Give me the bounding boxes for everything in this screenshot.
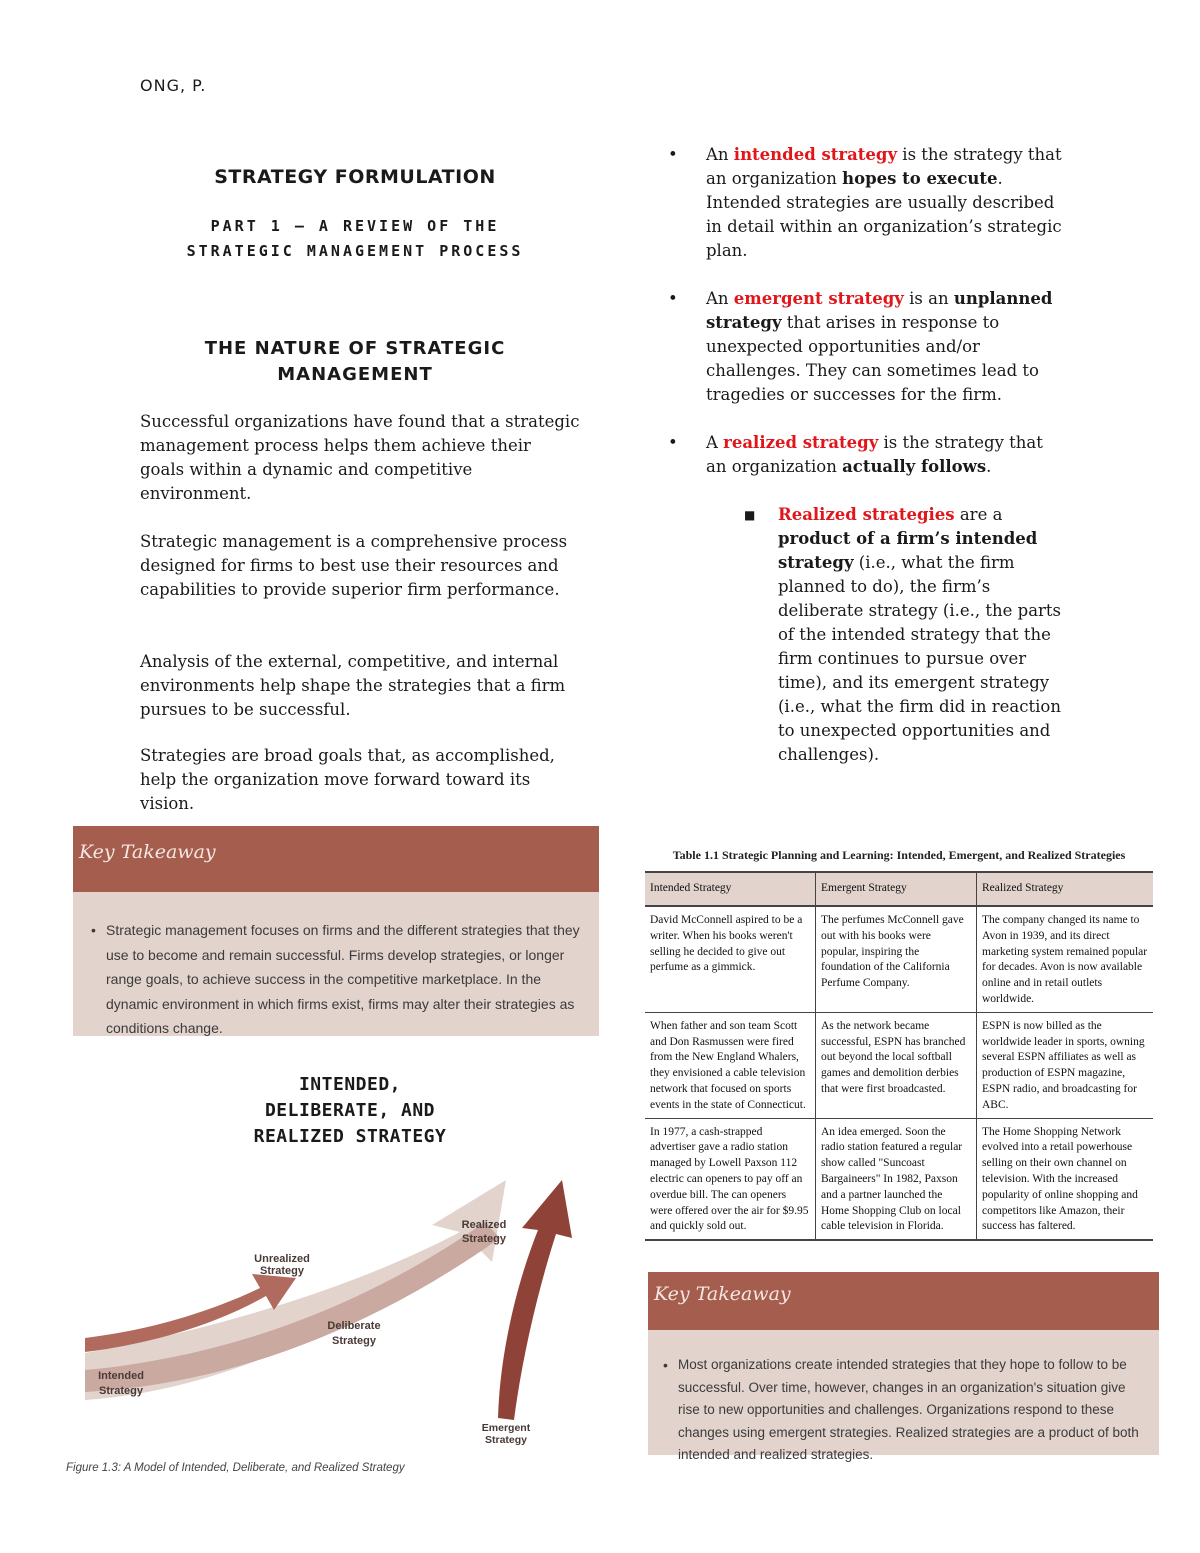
paragraph-strategies: Strategies are broad goals that, as accomplished, help the organization move forward toward its vision. — [140, 746, 555, 813]
table-cell: The company changed its name to Avon in 1939, and its direct marketing system remained popular for decades. Avon is now available online and in retail outlets worldwide. — [977, 906, 1154, 1012]
diagram-title-line3: REALIZED STRATEGY — [253, 1126, 447, 1147]
part-heading-line1: PART 1 – A REVIEW OF THE — [210, 217, 500, 235]
term-intended-strategy: intended strategy — [733, 145, 898, 164]
deliberate-label-line2: Strategy — [331, 1335, 377, 1347]
emergent-label-line1: Emergent — [481, 1422, 531, 1434]
diagram-title-line1: INTENDED, — [298, 1074, 402, 1095]
table-row — [645, 1012, 1153, 1118]
square-bullet-icon: ■ — [744, 508, 756, 522]
key-takeaway-text: Most organizations create intended strategies that they hope to follow to be successful. Over time, however, changes in an organization's situation give rise to new opportunities and challenges. Organizations respond to these changes using emergent strategies. Realized strategies are a product of both intended and realized strategies. — [678, 1357, 1139, 1462]
text-fragment: (i.e., what the firm planned to do), the firm’s deliberate strategy (i.e., the parts of the intended strategy that the firm continues to pursue over time), and its emergent strategy (i.e., what the firm did in reaction to unexpected opportunities and challenges). — [778, 553, 1062, 764]
text-fragment: A — [706, 433, 724, 452]
key-takeaway-heading: Key Takeaway — [73, 826, 599, 892]
bold-unplanned-strategy: unplanned strategy — [706, 289, 1053, 332]
part-heading — [140, 214, 570, 264]
table-row — [645, 906, 1153, 1012]
key-takeaway-heading: Key Takeaway — [648, 1272, 1159, 1330]
paragraph-successful-organizations: Successful organizations have found that a strategic management process helps them achieve their goals within a dynamic and competitive environment. — [140, 412, 580, 503]
list-item-realized — [668, 431, 1068, 479]
text-fragment: is an — [903, 289, 954, 308]
section-heading-line1: THE NATURE OF STRATEGIC — [204, 338, 506, 359]
bullet-icon: • — [668, 145, 678, 164]
text-fragment: An — [706, 145, 734, 164]
unrealized-label-line1: Unrealized — [254, 1253, 310, 1265]
list-item-intended — [668, 143, 1068, 263]
key-takeaway-box-1 — [73, 826, 599, 1036]
table-row — [645, 1118, 1153, 1240]
strategies-table — [645, 871, 1153, 1241]
key-takeaway-body — [73, 892, 599, 1041]
table-cell: In 1977, a cash-strapped advertiser gave a radio station managed by Lowell Paxson 112 electric can openers to pay off an overdue bill. The can openers were offered over the air for $9.95 and quickly sold out. — [645, 1118, 816, 1240]
diagram-title — [160, 1072, 540, 1150]
sub-list-item-realized-strategies — [668, 503, 1068, 767]
text-fragment: . — [986, 457, 992, 476]
bullet-icon: • — [91, 922, 96, 938]
unrealized-label-line2: Strategy — [259, 1265, 305, 1277]
paragraph-analysis: Analysis of the external, competitive, and internal environments help shape the strategies that a firm pursues to be successful. — [140, 652, 566, 719]
table-cell: When father and son team Scott and Don Rasmussen were fired from the New England Whalers, they envisioned a cable television network that focused on sports events in the state of Connecticut. — [645, 1012, 816, 1118]
table-cell: The perfumes McConnell gave out with his books were popular, inspiring the foundation of the California Perfume Company. — [816, 906, 977, 1012]
realized-label-line2: Strategy — [461, 1233, 507, 1245]
column-header-realized: Realized Strategy — [977, 872, 1154, 906]
emergent-strategy-arrow — [498, 1180, 572, 1420]
list-item-emergent — [668, 287, 1068, 407]
bullet-icon: • — [668, 289, 678, 308]
realized-label-line1: Realized — [461, 1219, 507, 1231]
deliberate-label-line1: Deliberate — [327, 1320, 381, 1332]
bold-actually-follows: actually follows — [842, 457, 987, 476]
table-cell: An idea emerged. Soon the radio station featured a regular show called "Suncoast Bargaineers" In 1982, Paxson and a partner launched the Home Shopping Club on local cable television in Florida. — [816, 1118, 977, 1240]
term-realized-strategy: realized strategy — [723, 433, 879, 452]
paragraph-strategic-management: Strategic management is a comprehensive process designed for firms to best use their resources and capabilities to provide superior firm performance. — [140, 532, 568, 599]
text-fragment: . Intended strategies are usually described in detail within an organization’s strategic plan. — [706, 169, 1062, 260]
text-fragment: are a — [954, 505, 1003, 524]
key-takeaway-body — [648, 1330, 1159, 1467]
table-cell: ESPN is now billed as the worldwide leader in sports, owning several ESPN affiliates as well as production of ESPN magazine, ESPN radio, and broadcasting for ABC. — [977, 1012, 1154, 1118]
text-fragment: An — [706, 289, 734, 308]
table-cell: As the network became successful, ESPN has branched out beyond the local softball games and demolition derbies that were first broadcasted. — [816, 1012, 977, 1118]
key-takeaway-box-2 — [648, 1272, 1159, 1462]
strategy-definitions-list — [668, 143, 1068, 767]
column-header-emergent: Emergent Strategy — [816, 872, 977, 906]
part-heading-line2: STRATEGIC MANAGEMENT PROCESS — [186, 242, 524, 260]
term-realized-strategies: Realized strategies — [778, 505, 955, 524]
text-fragment: that arises in response to unexpected opportunities and/or challenges. They can sometimes lead to tragedies or successes for the firm. — [706, 313, 1039, 404]
section-heading-line2: MANAGEMENT — [277, 364, 433, 385]
table-cell: David McConnell aspired to be a writer. When his books weren't selling he decided to give out perfume as a gimmick. — [645, 906, 816, 1012]
term-emergent-strategy: emergent strategy — [733, 289, 904, 308]
bullet-icon: • — [663, 1357, 668, 1373]
intended-label-line2: Strategy — [98, 1385, 144, 1397]
text-fragment: is the strategy that an organization — [706, 145, 1062, 188]
author-name: ONG, P. — [140, 76, 207, 95]
bullet-icon: • — [668, 433, 678, 452]
diagram-title-line2: DELIBERATE, AND — [264, 1100, 436, 1121]
bold-product-of-intended: product of a firm’s intended strategy — [778, 529, 1038, 572]
table-cell: The Home Shopping Network evolved into a retail powerhouse selling on their own channel on television. With the increased popularity of online shopping and competitors like Amazon, their success has faltered. — [977, 1118, 1154, 1240]
strategy-model-diagram — [60, 1170, 590, 1460]
table-header-row — [645, 872, 1153, 906]
table-title: Table 1.1 Strategic Planning and Learning: Intended, Emergent, and Realized Strategies — [672, 848, 1126, 862]
figure-caption: Figure 1.3: A Model of Intended, Deliberate, and Realized Strategy — [66, 1462, 405, 1474]
key-takeaway-text: Strategic management focuses on firms and the different strategies that they use to become and remain successful. Firms develop strategies, or longer range goals, to achieve success in the competitive marketplace. In the dynamic environment in which firms exist, firms may alter their strategies as conditions change. — [106, 922, 580, 1036]
intended-label-line1: Intended — [98, 1370, 144, 1382]
column-header-intended: Intended Strategy — [645, 872, 816, 906]
document-title: STRATEGY FORMULATION — [214, 166, 496, 188]
emergent-label-line2: Strategy — [484, 1434, 528, 1446]
bold-hopes-to-execute: hopes to execute — [842, 169, 998, 188]
section-heading — [140, 336, 570, 388]
text-fragment: is the strategy that an organization — [706, 433, 1043, 476]
